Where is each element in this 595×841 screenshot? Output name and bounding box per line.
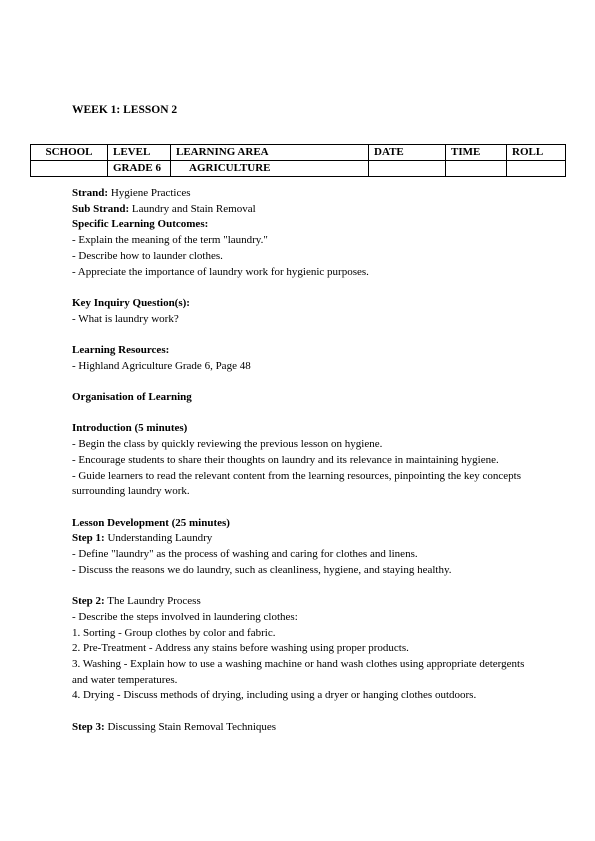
- step3-line: [72, 720, 532, 736]
- sub-strand-value: Laundry and Stain Removal: [129, 202, 256, 215]
- list-item: - Describe how to launder clothes.: [72, 249, 223, 262]
- strand-value: Hygiene Practices: [108, 187, 191, 199]
- outcomes-heading: Specific Learning Outcomes:: [72, 218, 209, 231]
- list-item: - Appreciate the importance of laundry work for hygienic purposes.: [72, 265, 369, 278]
- header-roll: ROLL: [507, 145, 566, 161]
- lesson-title: WEEK 1: LESSON 2: [72, 104, 178, 116]
- strand-label: Strand:: [72, 187, 109, 199]
- list-item: 1. Sorting - Group clothes by color and fabric.: [72, 626, 276, 639]
- step3-label: Step 3:: [72, 720, 105, 733]
- list-item: - Explain the meaning of the term "laundry.": [72, 234, 268, 247]
- cell-time: [446, 161, 507, 177]
- list-item: 4. Drying - Discuss methods of drying, including using a dryer or hanging clothes outdoors.: [72, 689, 477, 702]
- header-learning-area: LEARNING AREA: [171, 145, 369, 161]
- step2-title: The Laundry Process: [104, 595, 201, 608]
- inquiry-heading: Key Inquiry Question(s):: [72, 296, 190, 309]
- list-item: 2. Pre-Treatment - Address any stains before washing using proper products.: [72, 642, 409, 655]
- table-header-row: [31, 145, 566, 161]
- cell-learning-area: AGRICULTURE: [171, 161, 369, 177]
- step1-label: Step 1:: [72, 532, 105, 545]
- header-date: DATE: [369, 145, 446, 161]
- development-heading: Lesson Development (25 minutes): [72, 516, 230, 529]
- step2-line: [72, 594, 532, 610]
- lesson-info-table: [30, 144, 566, 177]
- cell-school: [31, 161, 108, 177]
- list-item: - Begin the class by quickly reviewing the previous lesson on hygiene.: [72, 438, 383, 451]
- header-school: SCHOOL: [31, 145, 108, 161]
- table-row: [31, 161, 566, 177]
- step2-label: Step 2:: [72, 595, 105, 608]
- step3-title: Discussing Stain Removal Techniques: [104, 720, 277, 733]
- sub-strand-line: [72, 202, 532, 218]
- list-item: - Define "laundry" as the process of washing and caring for clothes and linens.: [72, 548, 418, 561]
- list-item: - Describe the steps involved in laundering clothes:: [72, 610, 298, 623]
- list-item: - Encourage students to share their thoughts on laundry and its relevance in maintaining hygiene.: [72, 453, 499, 466]
- list-item: - What is laundry work?: [72, 312, 179, 325]
- resources-heading: Learning Resources:: [72, 344, 170, 356]
- header-level: LEVEL: [108, 145, 171, 161]
- cell-level: GRADE 6: [108, 161, 171, 177]
- step1-line: [72, 531, 532, 547]
- cell-roll: [507, 161, 566, 177]
- sub-strand-label: Sub Strand:: [72, 202, 130, 215]
- introduction-heading: Introduction (5 minutes): [72, 422, 188, 435]
- list-item: - Guide learners to read the relevant content from the learning resources, pinpointing the key concepts surrounding laundry work.: [72, 469, 522, 498]
- lesson-body: [72, 186, 532, 736]
- list-item: 3. Washing - Explain how to use a washing machine or hand wash clothes using appropriate detergents and water temperatures.: [72, 658, 525, 686]
- cell-date: [369, 161, 446, 177]
- strand-line: [72, 186, 532, 202]
- list-item: - Discuss the reasons we do laundry, such as cleanliness, hygiene, and staying healthy.: [72, 563, 452, 576]
- step1-title: Understanding Laundry: [104, 532, 213, 545]
- header-time: TIME: [446, 145, 507, 161]
- organisation-heading: Organisation of Learning: [72, 391, 192, 404]
- list-item: - Highland Agriculture Grade 6, Page 48: [72, 359, 251, 372]
